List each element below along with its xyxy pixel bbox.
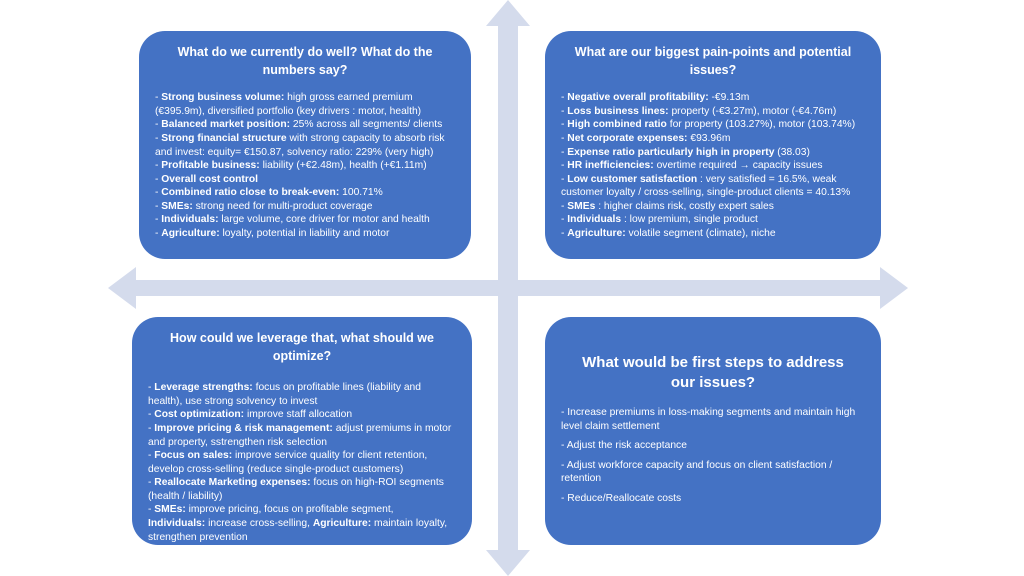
bullet-label: Expense ratio particularly high in property	[567, 146, 775, 158]
bullet-text: Adjust workforce capacity and focus on client satisfaction / retention	[561, 459, 833, 485]
bullet-label: Individuals:	[161, 214, 219, 226]
bullet-item: - HR inefficiencies: overtime required → capacity issues	[561, 160, 823, 172]
bullet-text: for property (103.27%), motor (103.74%)	[666, 119, 856, 131]
bullet-text: maintain loyalty, strengthen prevention	[148, 518, 448, 543]
bullet-text: strong need for multi-product coverage	[192, 200, 373, 212]
bullet-item: - Agriculture: loyalty, potential in liability and motor	[155, 228, 390, 240]
quadrant-strengths	[139, 31, 471, 259]
bullet-item: - Reallocate Marketing expenses: focus on high-ROI segments (health / liability)	[148, 477, 444, 502]
bullet-text: large volume, core driver for motor and health	[218, 214, 430, 226]
bullet-item: - Individuals : low premium, single product	[561, 214, 758, 226]
bullet-text: focus on profitable lines (liability and health), use strong solvency to invest	[148, 382, 422, 407]
bullet-label: Agriculture:	[161, 228, 220, 240]
bullet-text: Adjust the risk acceptance	[566, 440, 687, 452]
bullet-label: SMEs:	[161, 200, 193, 212]
bullet-item: - Low customer satisfaction : very satisfied = 16.5%, weak customer loyalty / cross-selling, single-product clients = 40.13%	[561, 173, 851, 199]
quadrant-title: What do we currently do well? What do the numbers say?	[177, 45, 433, 78]
bullet-label: Focus on sales:	[154, 450, 233, 462]
bullet-text: 100.71%	[339, 187, 383, 199]
bullet-label: Improve pricing & risk management:	[154, 422, 333, 434]
bullet-label: Overall cost control	[161, 173, 259, 185]
bullet-label: Reallocate Marketing expenses:	[154, 477, 311, 489]
quadrant-title: How could we leverage that, what should we optimize?	[170, 331, 434, 364]
bullet-label: Strong financial structure	[161, 132, 287, 144]
bullet-item: - SMEs: improve pricing, focus on profitable segment,	[148, 504, 394, 516]
bullet-label: Loss business lines:	[567, 105, 669, 117]
bullet-item: - Loss business lines: property (-€3.27m), motor (-€4.76m)	[561, 105, 837, 117]
bullet-text: €93.96m	[687, 132, 731, 144]
bullet-text: 25% across all segments/ clients	[290, 119, 443, 131]
bullet-text: Reduce/Reallocate costs	[567, 492, 682, 504]
bullet-label: Profitable business:	[161, 160, 260, 172]
bullet-item: - Profitable business: liability (+€2.48m), health (+€1.11m)	[155, 160, 427, 172]
bullet-label: Negative overall profitability:	[567, 92, 709, 104]
bullet-item: - Balanced market position: 25% across all segments/ clients	[155, 119, 443, 131]
bullet-item: - Cost optimization: improve staff allocation	[148, 409, 353, 421]
bullet-label: HR inefficiencies:	[567, 160, 654, 172]
quadrant-title: What would be first steps to address our issues?	[582, 354, 844, 391]
quadrant-leverage	[132, 317, 472, 545]
bullet-label: Agriculture:	[312, 518, 372, 530]
bullet-text: volatile segment (climate), niche	[625, 228, 776, 240]
bullet-text: improve pricing, focus on profitable segment,	[185, 504, 394, 516]
bullet-list	[148, 381, 456, 544]
bullet-item: - SMEs: strong need for multi-product coverage	[155, 200, 373, 212]
bullet-label: High combined ratio	[567, 119, 667, 131]
bullet-text: loyalty, potential in liability and motor	[219, 228, 390, 240]
bullet-item: - Combined ratio close to break-even: 100.71%	[155, 187, 383, 199]
bullet-list	[561, 406, 865, 505]
bullet-item: - Individuals: large volume, core driver for motor and health	[155, 214, 430, 226]
bullet-item: - Adjust workforce capacity and focus on client satisfaction / retention	[561, 459, 833, 485]
bullet-text: adjust premiums in motor and property, sstrengthen risk selection	[148, 422, 452, 448]
bullet-item: - Reduce/Reallocate costs	[561, 492, 682, 504]
bullet-continuation	[148, 517, 456, 544]
bullet-label: SMEs:	[154, 504, 186, 516]
bullet-list	[561, 91, 865, 240]
bullet-label: Agriculture:	[567, 228, 626, 240]
bullet-text: -€9.13m	[708, 92, 750, 104]
bullet-text: improve staff allocation	[244, 409, 353, 421]
bullet-text: property (-€3.27m), motor (-€4.76m)	[668, 105, 837, 117]
bullet-label: Low customer satisfaction	[567, 173, 698, 185]
quadrant-pain-points	[545, 31, 881, 259]
bullet-text: : low premium, single product	[621, 214, 758, 226]
bullet-text: increase cross-selling,	[205, 518, 313, 530]
bullet-item: - Negative overall profitability: -€9.13m	[561, 92, 750, 104]
quadrant-title: What are our biggest pain-points and potential issues?	[574, 45, 852, 78]
bullet-item: - Strong financial structure with strong capacity to absorb risk and invest: equity= €150.87, solvency ratio: 229% (very high)	[155, 132, 445, 158]
bullet-text: focus on high-ROI segments (health / liability)	[148, 477, 444, 502]
bullet-item: - Strong business volume: high gross earned premium (€395.9m), diversified portfolio (key drivers : motor, health)	[155, 92, 422, 117]
bullet-label: Individuals	[567, 214, 622, 226]
bullet-text: : higher claims risk, costly expert sales	[595, 200, 774, 212]
bullet-item: - Increase premiums in loss-making segments and maintain high level claim settlement	[561, 407, 856, 432]
bullet-text: high gross earned premium (€395.9m), diversified portfolio (key drivers : motor, health)	[155, 92, 422, 117]
quadrant-first-steps	[545, 317, 881, 545]
bullet-text: improve service quality for client retention, develop cross-selling (reduce single-product customers)	[148, 450, 428, 475]
bullet-item: - Improve pricing & risk management: adjust premiums in motor and property, sstrengthen risk selection	[148, 422, 452, 448]
bullet-text: overtime required → capacity issues	[653, 160, 823, 172]
bullet-text: liability (+€2.48m), health (+€1.11m)	[259, 160, 427, 172]
bullet-item: - Net corporate expenses: €93.96m	[561, 132, 731, 144]
bullet-label: Combined ratio close to break-even:	[161, 187, 340, 199]
bullet-text: : very satisfied = 16.5%, weak customer loyalty / cross-selling, single-product clients = 40.13%	[561, 173, 851, 199]
bullet-label: Cost optimization:	[154, 409, 245, 421]
bullet-label: SMEs	[567, 200, 596, 212]
bullet-label: Strong business volume:	[161, 92, 285, 104]
bullet-text: with strong capacity to absorb risk and invest: equity= €150.87, solvency ratio: 229% (very high)	[155, 132, 445, 158]
bullet-item: - Agriculture: volatile segment (climate), niche	[561, 228, 776, 240]
bullet-label: Leverage strengths:	[154, 382, 253, 394]
bullet-item: - Leverage strengths: focus on profitable lines (liability and health), use strong solvency to invest	[148, 382, 422, 407]
bullet-item: - Adjust the risk acceptance	[561, 440, 687, 452]
bullet-label: Balanced market position:	[161, 119, 291, 131]
bullet-label: Net corporate expenses:	[567, 132, 688, 144]
bullet-text: (38.03)	[774, 146, 810, 158]
bullet-item: - High combined ratio for property (103.27%), motor (103.74%)	[561, 119, 856, 131]
bullet-label: Individuals:	[148, 518, 206, 530]
bullet-item: - SMEs : higher claims risk, costly expert sales	[561, 200, 774, 212]
bullet-item: - Focus on sales: improve service quality for client retention, develop cross-selling (reduce single-product customers)	[148, 450, 428, 475]
bullet-text: Increase premiums in loss-making segments and maintain high level claim settlement	[561, 407, 856, 432]
bullet-list	[155, 91, 455, 240]
bullet-item: - Overall cost control	[155, 173, 259, 185]
bullet-item: - Expense ratio particularly high in property (38.03)	[561, 146, 810, 158]
